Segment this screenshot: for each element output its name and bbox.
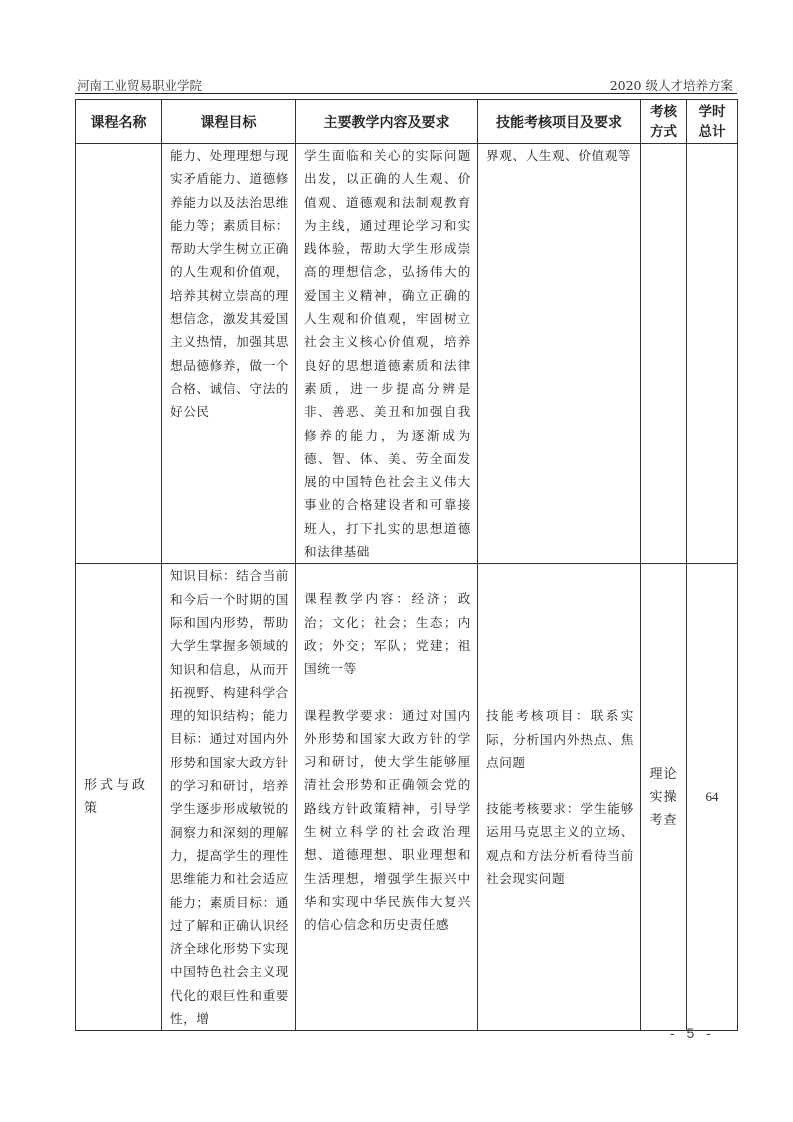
- col-header-objectives: 课程目标: [162, 100, 296, 144]
- col-header-skills: 技能考核项目及要求: [478, 100, 641, 144]
- cell-course-name: [76, 144, 162, 564]
- cell-objectives: 知识目标：结合当前和今后一个时期的国际和国内形势，帮助大学生掌握多领域的知识和信息，从而开拓视野、构建科学合理的知识结构；能力目标：通过对国内外形势和国家大政方针的学习和研讨，培养学生逐步形成敏锐的洞察力和深刻的理解力，提高学生的理性思维能力和社会适应能力；素质目标：通过了解和正确认识经济全球化形势下实现中国特色社会主义现代化的艰巨性和重要性，增: [162, 564, 296, 1031]
- col-header-content: 主要教学内容及要求: [296, 100, 478, 144]
- table-header-row: [76, 100, 738, 144]
- table-row: [76, 564, 738, 1031]
- page-number: - 5 -: [670, 1025, 715, 1041]
- skills-requirement: 技能考核要求：学生能够运用马克思主义的立场、观点和方法分析看待当前社会现实问题: [486, 801, 634, 887]
- col-header-course-name: 课程名称: [76, 100, 162, 144]
- col-header-hours: [687, 100, 738, 144]
- col-header-method-line1: 考核: [650, 103, 677, 120]
- method-line: 理论: [649, 766, 678, 782]
- method-line: 考查: [649, 812, 678, 828]
- cell-course-name: 形式与政策: [76, 564, 162, 1031]
- content-topics: 课程教学内容：经济；政治；文化；社会；生态；内政；外交；军队；党建；祖国统一等: [304, 591, 471, 677]
- method-line: 实操: [649, 789, 678, 805]
- cell-skills: [478, 564, 641, 1031]
- cell-method: [641, 564, 687, 1031]
- curriculum-table: [75, 99, 738, 1031]
- cell-content: 学生面临和关心的实际问题出发，以正确的人生观、价值观、道德观和法制观教育为主线，通过理论学习和实践体验，帮助大学生形成崇高的理想信念，弘扬伟大的爱国主义精神，确立正确的人生观和价值观，牢固树立社会主义核心价值观，培养良好的思想道德素质和法律素质，进一步提高分辨是非、善恶、美丑和加强自我修养的能力，为逐渐成为德、智、体、美、劳全面发展的中国特色社会主义伟大事业的合格建设者和可靠接班人，打下扎实的思想道德和法律基础: [296, 144, 478, 564]
- col-header-method-line2: 方式: [650, 123, 677, 140]
- col-header-hours-line1: 学时: [698, 103, 726, 120]
- col-header-hours-line2: 总计: [698, 123, 726, 140]
- header-document-title: 2020 级人才培养方案: [609, 78, 733, 93]
- cell-method: [641, 144, 687, 564]
- skills-project: 技能考核项目：联系实际，分析国内外热点、焦点问题: [486, 708, 634, 770]
- header-institution: 河南工业贸易职业学院: [77, 78, 203, 93]
- content-requirements: 课程教学要求：通过对国内外形势和国家大政方针的学习和研讨，使大学生能够厘清社会形势和正确领会党的路线方针政策精神，引导学生树立科学的社会政治理想、道德理想、职业理想和生活理想，增强学生振兴中华和实现中华民族伟大复兴的信心信念和历史责任感: [304, 707, 471, 933]
- header-rule: [75, 93, 737, 94]
- cell-skills: 界观、人生观、价值观等: [478, 144, 641, 564]
- cell-objectives: 能力、处理理想与现实矛盾能力、道德修养能力以及法治思维能力等；素质目标：帮助大学生树立正确的人生观和价值观，培养其树立崇高的理想信念，激发其爱国主义热情，加强其思想品德修养，做一个合格、诚信、守法的好公民: [162, 144, 296, 564]
- cell-hours: 64: [687, 564, 738, 1031]
- cell-content: [296, 564, 478, 1031]
- cell-hours: [687, 144, 738, 564]
- table-row: [76, 144, 738, 564]
- col-header-method: [641, 100, 687, 144]
